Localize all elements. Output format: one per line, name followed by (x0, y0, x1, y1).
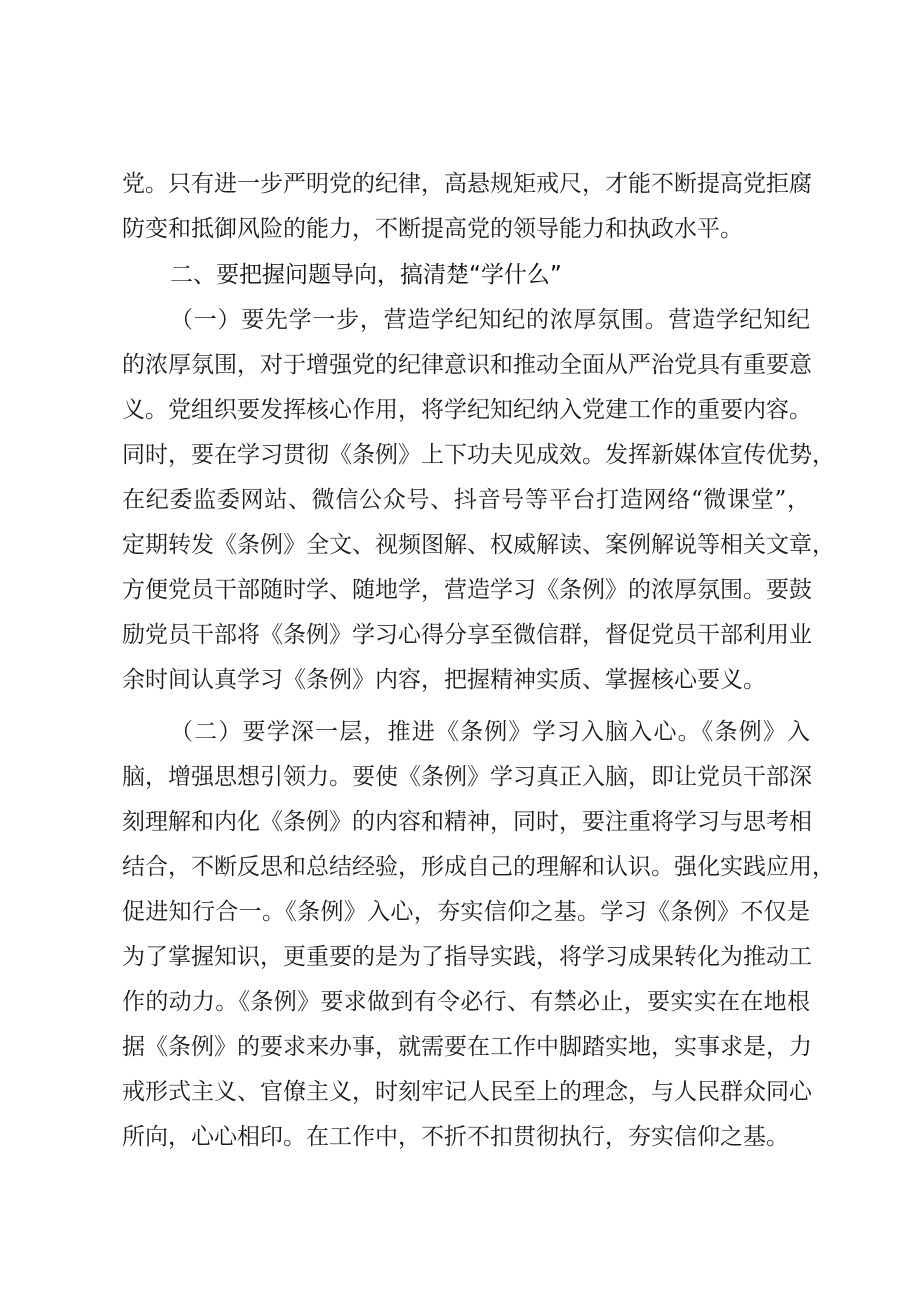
paragraph1-line-3: 义。党组织要发挥核心作用，将学纪知纪纳入党建工作的重要内容。 (122, 397, 812, 423)
intro-line-2: 防变和抵御风险的能力，不断提高党的领导能力和执政水平。 (122, 216, 743, 242)
section-heading: 二、要把握问题导向，搞清楚“学什么” (170, 262, 562, 288)
paragraph1-line-7: 方便党员干部随时学、随地学，营造学习《条例》的浓厚氛围。要鼓 (122, 577, 812, 603)
paragraph2-line-5: 促进知行合一。《条例》入心，夯实信仰之基。学习《条例》不仅是 (122, 899, 810, 925)
paragraph1-line-1: （一）要先学一步，营造学纪知纪的浓厚氛围。营造学纪知纪 (170, 307, 810, 333)
paragraph1-line-8: 励党员干部将《条例》学习心得分享至微信群，督促党员干部利用业 (122, 622, 812, 648)
paragraph2-line-1: （二）要学深一层，推进《条例》学习入脑入心。《条例》入 (170, 719, 810, 745)
paragraph2-line-8: 据《条例》的要求来办事，就需要在工作中脚踏实地，实事求是，力 (122, 1034, 812, 1060)
paragraph1-line-9: 余时间认真学习《条例》内容，把握精神实质、掌握核心要义。 (122, 667, 766, 693)
paragraph1-line-5: 在纪委监委网站、微信公众号、抖音号等平台打造网络“微课堂”， (122, 487, 810, 513)
paragraph2-line-10: 所向，心心相印。在工作中，不折不扣贯彻执行，夯实信仰之基。 (122, 1124, 789, 1150)
paragraph2-line-2: 脑，增强思想引领力。要使《条例》学习真正入脑，即让党员干部深 (122, 764, 812, 790)
paragraph2-line-6: 为了掌握知识，更重要的是为了指导实践，将学习成果转化为推动工 (122, 944, 812, 970)
paragraph1-line-2: 的浓厚氛围，对于增强党的纪律意识和推动全面从严治党具有重要意 (122, 352, 812, 378)
paragraph1-line-6: 定期转发《条例》全文、视频图解、权威解读、案例解说等相关文章， (122, 532, 835, 558)
paragraph2-line-7: 作的动力。《条例》要求做到有令必行、有禁必止，要实实在在地根 (122, 989, 810, 1015)
paragraph1-line-4: 同时，要在学习贯彻《条例》上下功夫见成效。发挥新媒体宣传优势， (122, 442, 835, 468)
paragraph2-line-9: 戒形式主义、官僚主义，时刻牢记人民至上的理念，与人民群众同心 (122, 1079, 812, 1105)
paragraph2-line-3: 刻理解和内化《条例》的内容和精神，同时，要注重将学习与思考相 (122, 809, 812, 835)
paragraph2-line-4: 结合，不断反思和总结经验，形成自己的理解和认识。强化实践应用， (122, 854, 835, 880)
intro-line-1: 党。只有进一步严明党的纪律，高悬规矩戒尺，才能不断提高党拒腐 (122, 171, 812, 197)
